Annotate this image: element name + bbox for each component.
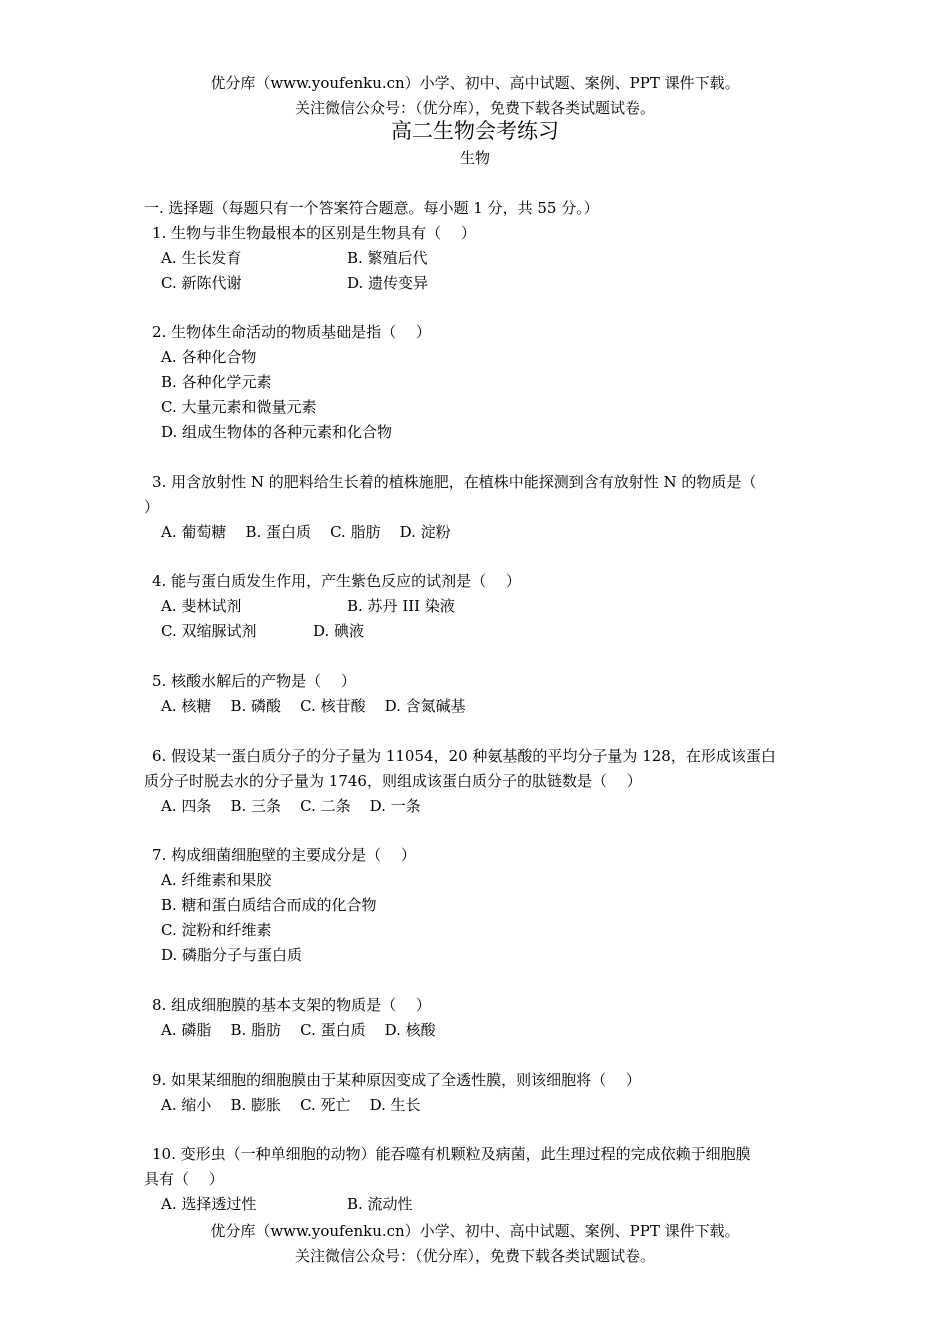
page-subtitle: 生物 xyxy=(459,149,490,167)
q6-option-c: C. 二条 xyxy=(300,797,351,815)
q3-option-a: A. 葡萄糖 xyxy=(161,523,227,541)
q6-options xyxy=(161,796,421,816)
q8-option-d: D. 核酸 xyxy=(384,1021,436,1039)
question-3-stem-line-1: 3. 用含放射性 N 的肥料给生长着的植株施肥，在植株中能探测到含有放射性 N 的物质是（ xyxy=(152,473,757,491)
q8-option-b: B. 脂肪 xyxy=(230,1021,282,1039)
question-2-stem: 2. 生物体生命活动的物质基础是指（ ） xyxy=(152,323,431,341)
q9-option-a: A. 缩小 xyxy=(161,1096,212,1114)
q6-option-b: B. 三条 xyxy=(230,797,282,815)
q2-option-b: B. 各种化学元素 xyxy=(161,373,272,391)
q5-option-d: D. 含氮碱基 xyxy=(384,697,466,715)
q5-option-a: A. 核糖 xyxy=(161,697,212,715)
q9-option-d: D. 生长 xyxy=(369,1096,421,1114)
question-6-stem-line-1: 6. 假设某一蛋白质分子的分子量为 11054，20 种氨基酸的平均分子量为 128，在形成该蛋白 xyxy=(152,747,776,765)
q7-option-b: B. 糖和蛋白质结合而成的化合物 xyxy=(161,896,377,914)
header-line-2: 关注微信公众号：（优分库），免费下载各类试题试卷。 xyxy=(294,99,655,117)
q6-option-a: A. 四条 xyxy=(161,797,212,815)
q9-option-c: C. 死亡 xyxy=(300,1096,351,1114)
footer-line-2: 关注微信公众号：（优分库），免费下载各类试题试卷。 xyxy=(294,1247,655,1265)
q3-option-b: B. 蛋白质 xyxy=(245,523,312,541)
q9-option-b: B. 膨胀 xyxy=(230,1096,282,1114)
q2-option-a: A. 各种化合物 xyxy=(161,348,257,366)
q10-option-b: B. 流动性 xyxy=(347,1195,413,1213)
q1-option-d: D. 遗传变异 xyxy=(347,274,429,292)
question-1-stem: 1. 生物与非生物最根本的区别是生物具有（ ） xyxy=(152,224,476,242)
footer-line-1: 优分库（www.youfenku.cn）小学、初中、高中试题、案例、PPT 课件下载。 xyxy=(210,1222,740,1240)
q7-option-c: C. 淀粉和纤维素 xyxy=(161,921,272,939)
q5-options xyxy=(161,696,466,716)
q7-option-d: D. 磷脂分子与蛋白质 xyxy=(161,946,303,964)
q2-option-d: D. 组成生物体的各种元素和化合物 xyxy=(161,423,393,441)
q3-option-d: D. 淀粉 xyxy=(399,523,451,541)
q1-option-b: B. 繁殖后代 xyxy=(347,249,428,267)
q4-option-d: D. 碘液 xyxy=(313,622,365,640)
q2-option-c: C. 大量元素和微量元素 xyxy=(161,398,317,416)
q5-option-b: B. 磷酸 xyxy=(230,697,282,715)
q6-option-d: D. 一条 xyxy=(369,797,421,815)
question-3-stem-line-2: ） xyxy=(144,498,160,516)
q3-options xyxy=(161,522,451,542)
q8-option-a: A. 磷脂 xyxy=(161,1021,212,1039)
question-4-stem: 4. 能与蛋白质发生作用，产生紫色反应的试剂是（ ） xyxy=(152,572,521,590)
q7-option-a: A. 纤维素和果胶 xyxy=(161,871,272,889)
question-9-stem: 9. 如果某细胞的细胞膜由于某种原因变成了全透性膜，则该细胞将（ ） xyxy=(152,1071,641,1089)
q4-option-b: B. 苏丹 III 染液 xyxy=(347,597,455,615)
question-10-stem-line-2: 具有（ ） xyxy=(144,1170,224,1188)
q8-option-c: C. 蛋白质 xyxy=(300,1021,366,1039)
q3-option-c: C. 脂肪 xyxy=(330,523,381,541)
q10-option-a: A. 选择透过性 xyxy=(161,1195,257,1213)
q9-options xyxy=(161,1095,421,1115)
question-5-stem: 5. 核酸水解后的产物是（ ） xyxy=(152,672,356,690)
question-6-stem-line-2: 质分子时脱去水的分子量为 1746，则组成该蛋白质分子的肽链数是（ ） xyxy=(144,772,642,790)
section-heading: 一. 选择题（每题只有一个答案符合题意。每小题 1 分，共 55 分。） xyxy=(144,199,599,217)
q1-option-c: C. 新陈代谢 xyxy=(161,274,242,292)
q1-option-a: A. 生长发育 xyxy=(161,249,242,267)
q5-option-c: C. 核苷酸 xyxy=(300,697,366,715)
q8-options xyxy=(161,1020,436,1040)
question-8-stem: 8. 组成细胞膜的基本支架的物质是（ ） xyxy=(152,996,431,1014)
question-7-stem: 7. 构成细菌细胞壁的主要成分是（ ） xyxy=(152,846,416,864)
header-line-1: 优分库（www.youfenku.cn）小学、初中、高中试题、案例、PPT 课件下载。 xyxy=(210,74,740,92)
q4-option-c: C. 双缩脲试剂 xyxy=(161,622,257,640)
question-10-stem-line-1: 10. 变形虫（一种单细胞的动物）能吞噬有机颗粒及病菌，此生理过程的完成依赖于细胞膜 xyxy=(152,1145,751,1163)
q4-option-a: A. 斐林试剂 xyxy=(161,597,242,615)
page-title: 高二生物会考练习 xyxy=(391,119,559,143)
